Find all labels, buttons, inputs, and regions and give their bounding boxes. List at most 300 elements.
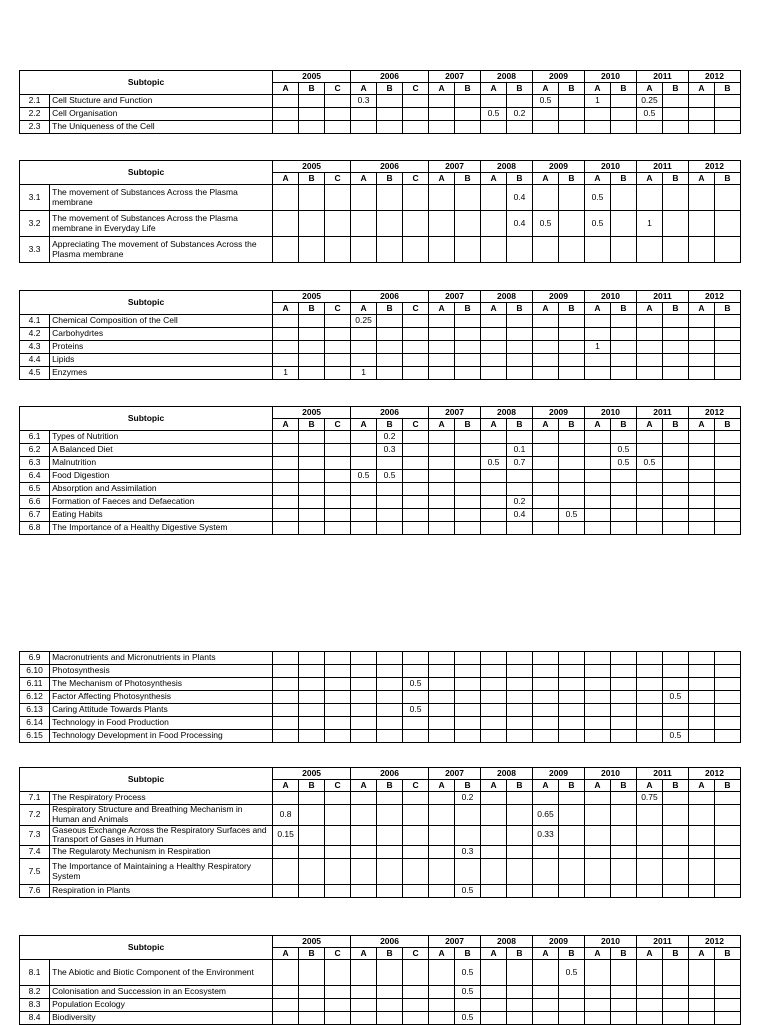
score-cell <box>714 846 740 859</box>
score-cell <box>662 704 688 717</box>
table-row <box>20 354 741 367</box>
score-cell <box>688 315 714 328</box>
score-cell <box>299 470 325 483</box>
score-cell <box>558 354 584 367</box>
subtopic-header: Subtopic <box>20 768 273 792</box>
subtopic-number: 6.8 <box>20 522 50 535</box>
score-cell <box>688 805 714 826</box>
subtopic-title: Photosynthesis <box>50 665 273 678</box>
score-cell <box>325 1012 351 1025</box>
score-cell <box>610 496 636 509</box>
score-cell <box>714 730 740 743</box>
year-header: 2007 <box>429 407 481 419</box>
paper-header: A <box>429 83 455 95</box>
score-cell <box>688 341 714 354</box>
subtopic-title: Proteins <box>50 341 273 354</box>
score-cell <box>533 108 559 121</box>
score-cell <box>610 328 636 341</box>
score-cell <box>714 444 740 457</box>
score-cell <box>610 483 636 496</box>
score-cell <box>532 704 558 717</box>
table-row <box>20 237 741 263</box>
score-cell <box>558 1012 584 1025</box>
score-cell <box>506 691 532 704</box>
paper-header: A <box>688 303 714 315</box>
subtopic-table <box>19 935 741 1025</box>
score-cell <box>273 960 299 986</box>
paper-header: B <box>610 173 636 185</box>
subtopic-title: Population Ecology <box>50 999 273 1012</box>
year-header: 2008 <box>481 407 533 419</box>
score-cell <box>636 470 662 483</box>
score-cell <box>299 496 325 509</box>
score-cell <box>584 792 610 805</box>
paper-header: A <box>584 419 610 431</box>
score-cell <box>351 211 377 237</box>
score-cell <box>325 678 351 691</box>
score-cell <box>403 665 429 678</box>
table-row <box>20 704 741 717</box>
score-cell <box>481 95 507 108</box>
paper-header: B <box>610 303 636 315</box>
score-cell <box>377 185 403 211</box>
score-cell <box>299 108 325 121</box>
score-cell <box>688 470 714 483</box>
paper-header: C <box>325 948 351 960</box>
score-cell <box>714 483 740 496</box>
table-row <box>20 885 741 898</box>
score-cell <box>662 805 688 826</box>
subtopic-number: 4.2 <box>20 328 50 341</box>
score-cell <box>636 825 662 846</box>
subtopic-title: Biodiversity <box>50 1012 273 1025</box>
score-cell <box>481 328 507 341</box>
score-cell <box>481 652 507 665</box>
score-cell <box>584 704 610 717</box>
score-cell <box>507 341 533 354</box>
table-row <box>20 999 741 1012</box>
score-cell <box>506 665 532 678</box>
score-cell <box>299 885 325 898</box>
score-cell <box>403 367 429 380</box>
score-cell <box>714 792 740 805</box>
score-cell <box>714 960 740 986</box>
score-cell <box>403 859 429 885</box>
score-cell <box>403 960 429 986</box>
paper-header: A <box>351 419 377 431</box>
year-header: 2010 <box>584 71 636 83</box>
score-cell <box>662 328 688 341</box>
score-cell <box>714 1012 740 1025</box>
score-cell <box>273 328 299 341</box>
paper-header: B <box>558 173 584 185</box>
score-cell <box>584 431 610 444</box>
score-cell <box>532 730 558 743</box>
score-cell <box>610 522 636 535</box>
score-cell <box>558 237 584 263</box>
score-cell <box>481 315 507 328</box>
table-row <box>20 341 741 354</box>
subtopic-number: 4.5 <box>20 367 50 380</box>
score-cell <box>455 354 481 367</box>
year-header: 2006 <box>351 161 429 173</box>
score-cell <box>299 986 325 999</box>
score-cell: 0.65 <box>533 805 559 826</box>
year-header: 2008 <box>481 291 533 303</box>
paper-header: A <box>481 83 507 95</box>
score-cell <box>429 431 455 444</box>
score-cell <box>429 704 455 717</box>
score-cell <box>584 328 610 341</box>
score-cell <box>662 986 688 999</box>
score-cell <box>714 999 740 1012</box>
score-cell <box>325 704 351 717</box>
subtopic-title: Technology in Food Production <box>50 717 273 730</box>
score-cell <box>584 859 610 885</box>
score-cell <box>325 354 351 367</box>
score-cell <box>558 431 584 444</box>
score-cell <box>714 237 740 263</box>
score-cell <box>610 730 636 743</box>
score-cell <box>455 431 481 444</box>
year-header: 2005 <box>273 291 351 303</box>
score-cell <box>299 960 325 986</box>
paper-header: C <box>325 303 351 315</box>
score-cell <box>299 665 325 678</box>
subtopic-number: 6.6 <box>20 496 50 509</box>
score-cell <box>403 121 429 134</box>
score-cell <box>584 665 610 678</box>
score-cell <box>351 805 377 826</box>
score-cell <box>273 496 299 509</box>
subtopic-number: 7.5 <box>20 859 50 885</box>
score-cell: 0.4 <box>507 509 533 522</box>
paper-header: A <box>429 303 455 315</box>
score-cell <box>636 730 662 743</box>
paper-header: A <box>351 780 377 792</box>
score-cell <box>714 341 740 354</box>
score-cell <box>662 457 688 470</box>
score-cell <box>558 986 584 999</box>
score-cell <box>429 483 455 496</box>
score-cell <box>273 315 299 328</box>
score-cell <box>636 522 662 535</box>
paper-header: A <box>273 948 299 960</box>
score-cell <box>688 522 714 535</box>
score-cell <box>325 846 351 859</box>
score-cell <box>636 652 662 665</box>
score-cell <box>325 341 351 354</box>
score-cell <box>507 431 533 444</box>
paper-header: B <box>507 419 533 431</box>
score-cell <box>403 108 429 121</box>
score-cell <box>429 509 455 522</box>
score-cell <box>455 367 481 380</box>
table-row <box>20 121 741 134</box>
score-cell <box>688 121 714 134</box>
score-cell <box>688 185 714 211</box>
score-cell <box>377 825 403 846</box>
score-cell <box>377 457 403 470</box>
paper-header: A <box>584 173 610 185</box>
score-cell <box>558 704 584 717</box>
score-cell <box>533 444 559 457</box>
paper-header: B <box>662 303 688 315</box>
paper-header: A <box>273 780 299 792</box>
score-cell <box>558 315 584 328</box>
paper-header: B <box>455 173 481 185</box>
paper-header: C <box>325 780 351 792</box>
score-cell <box>429 678 455 691</box>
paper-header: A <box>533 780 559 792</box>
subtopic-table <box>19 160 741 263</box>
score-cell <box>299 652 325 665</box>
score-cell <box>533 522 559 535</box>
paper-header: B <box>299 173 325 185</box>
subtopic-number: 7.4 <box>20 846 50 859</box>
score-cell: 0.5 <box>584 211 610 237</box>
score-cell <box>377 960 403 986</box>
score-cell <box>688 859 714 885</box>
paper-header: B <box>610 780 636 792</box>
score-cell: 1 <box>584 341 610 354</box>
score-cell: 0.5 <box>455 1012 481 1025</box>
paper-header: B <box>299 948 325 960</box>
score-cell <box>273 986 299 999</box>
score-cell <box>351 678 377 691</box>
paper-header: B <box>299 303 325 315</box>
score-cell <box>610 885 636 898</box>
score-cell <box>429 999 455 1012</box>
score-cell <box>714 665 740 678</box>
score-cell <box>507 328 533 341</box>
score-cell <box>533 960 559 986</box>
score-cell <box>636 986 662 999</box>
paper-header: B <box>507 948 533 960</box>
score-cell <box>299 792 325 805</box>
score-cell <box>481 354 507 367</box>
score-cell: 0.5 <box>351 470 377 483</box>
score-cell <box>455 95 481 108</box>
score-cell <box>403 509 429 522</box>
table-row <box>20 431 741 444</box>
score-cell <box>481 1012 507 1025</box>
subtopic-number: 6.3 <box>20 457 50 470</box>
score-cell <box>455 483 481 496</box>
paper-header: C <box>403 173 429 185</box>
score-cell <box>377 237 403 263</box>
score-cell <box>636 185 662 211</box>
subtopic-title: A Balanced Diet <box>50 444 273 457</box>
score-cell <box>688 431 714 444</box>
year-header: 2007 <box>429 161 481 173</box>
score-cell <box>299 509 325 522</box>
score-cell <box>533 237 559 263</box>
score-cell <box>429 328 455 341</box>
header-row-years <box>20 71 741 83</box>
score-cell <box>273 237 299 263</box>
score-cell <box>481 237 507 263</box>
paper-header: B <box>610 83 636 95</box>
score-cell <box>507 960 533 986</box>
score-cell <box>558 341 584 354</box>
score-cell <box>714 121 740 134</box>
score-cell <box>610 665 636 678</box>
score-cell <box>507 237 533 263</box>
score-cell <box>714 691 740 704</box>
year-header: 2009 <box>533 407 585 419</box>
paper-header: C <box>325 83 351 95</box>
score-cell <box>558 730 584 743</box>
score-cell <box>403 986 429 999</box>
subtopic-table <box>19 406 741 535</box>
subtopic-number: 3.3 <box>20 237 50 263</box>
score-cell <box>325 825 351 846</box>
score-cell <box>351 522 377 535</box>
score-cell <box>403 885 429 898</box>
subtopic-title: Lipids <box>50 354 273 367</box>
subtopic-title: The Importance of Maintaining a Healthy Respiratory System <box>50 859 273 885</box>
score-cell <box>610 431 636 444</box>
year-header: 2010 <box>584 936 636 948</box>
year-header: 2005 <box>273 407 351 419</box>
score-cell <box>429 95 455 108</box>
year-header: 2010 <box>584 291 636 303</box>
score-cell <box>299 444 325 457</box>
year-header: 2008 <box>481 161 533 173</box>
table-row <box>20 457 741 470</box>
table-row <box>20 678 741 691</box>
score-cell <box>584 730 610 743</box>
score-cell <box>325 792 351 805</box>
score-cell <box>688 960 714 986</box>
score-cell <box>688 328 714 341</box>
score-cell <box>558 885 584 898</box>
score-cell <box>481 825 507 846</box>
score-cell: 0.2 <box>455 792 481 805</box>
score-cell <box>688 1012 714 1025</box>
score-cell <box>714 652 740 665</box>
score-cell <box>351 665 377 678</box>
score-cell <box>455 496 481 509</box>
header-row-years <box>20 936 741 948</box>
score-cell <box>636 237 662 263</box>
table-row <box>20 211 741 237</box>
table-row <box>20 805 741 826</box>
score-cell <box>688 108 714 121</box>
paper-header: B <box>714 303 740 315</box>
score-cell <box>714 354 740 367</box>
score-cell <box>273 1012 299 1025</box>
score-cell <box>584 108 610 121</box>
score-cell <box>662 483 688 496</box>
score-cell: 0.5 <box>455 885 481 898</box>
score-cell <box>377 95 403 108</box>
score-cell <box>688 354 714 367</box>
score-cell <box>507 315 533 328</box>
paper-header: C <box>403 419 429 431</box>
score-cell <box>325 367 351 380</box>
subtopic-number: 2.2 <box>20 108 50 121</box>
score-cell <box>403 846 429 859</box>
score-cell <box>662 522 688 535</box>
score-cell: 0.5 <box>636 457 662 470</box>
year-header: 2007 <box>429 768 481 780</box>
subtopic-title: Cell Stucture and Function <box>50 95 273 108</box>
paper-header: A <box>533 948 559 960</box>
score-cell <box>584 717 610 730</box>
year-header: 2006 <box>351 291 429 303</box>
score-cell <box>584 367 610 380</box>
paper-header: B <box>377 173 403 185</box>
paper-header: B <box>610 948 636 960</box>
subtopic-title: Respiratory Structure and Breathing Mechanism in Human and Animals <box>50 805 273 826</box>
score-cell <box>481 704 507 717</box>
score-cell <box>688 496 714 509</box>
score-cell <box>688 846 714 859</box>
score-cell <box>584 522 610 535</box>
paper-header: A <box>533 303 559 315</box>
score-cell <box>325 121 351 134</box>
score-cell <box>558 691 584 704</box>
score-cell <box>533 986 559 999</box>
score-cell <box>506 678 532 691</box>
score-cell <box>533 999 559 1012</box>
score-cell <box>507 354 533 367</box>
table-row <box>20 483 741 496</box>
score-cell <box>325 108 351 121</box>
score-cell <box>403 717 429 730</box>
table-row <box>20 665 741 678</box>
subtopic-title: The movement of Substances Across the Plasma membrane <box>50 185 273 211</box>
score-cell <box>481 986 507 999</box>
score-cell <box>429 986 455 999</box>
score-cell <box>429 444 455 457</box>
year-header: 2011 <box>636 291 688 303</box>
year-header: 2009 <box>533 291 585 303</box>
score-cell <box>351 717 377 730</box>
score-cell <box>662 444 688 457</box>
score-cell <box>455 509 481 522</box>
table-row <box>20 108 741 121</box>
score-cell <box>325 457 351 470</box>
score-cell <box>429 825 455 846</box>
paper-header: B <box>558 948 584 960</box>
score-cell <box>325 691 351 704</box>
subtopic-title: Eating Habits <box>50 509 273 522</box>
score-cell <box>714 328 740 341</box>
table-row <box>20 315 741 328</box>
score-cell <box>403 652 429 665</box>
subtopic-header: Subtopic <box>20 936 273 960</box>
subtopic-number: 6.1 <box>20 431 50 444</box>
score-cell <box>688 237 714 263</box>
year-header: 2011 <box>636 768 688 780</box>
score-cell <box>299 730 325 743</box>
score-cell <box>403 730 429 743</box>
score-cell <box>481 522 507 535</box>
score-cell <box>714 108 740 121</box>
score-cell <box>377 730 403 743</box>
score-cell <box>506 717 532 730</box>
score-cell <box>455 730 481 743</box>
score-cell <box>714 457 740 470</box>
score-cell <box>533 846 559 859</box>
score-cell <box>662 237 688 263</box>
score-cell: 0.5 <box>636 108 662 121</box>
score-cell: 0.3 <box>455 846 481 859</box>
score-cell <box>636 805 662 826</box>
